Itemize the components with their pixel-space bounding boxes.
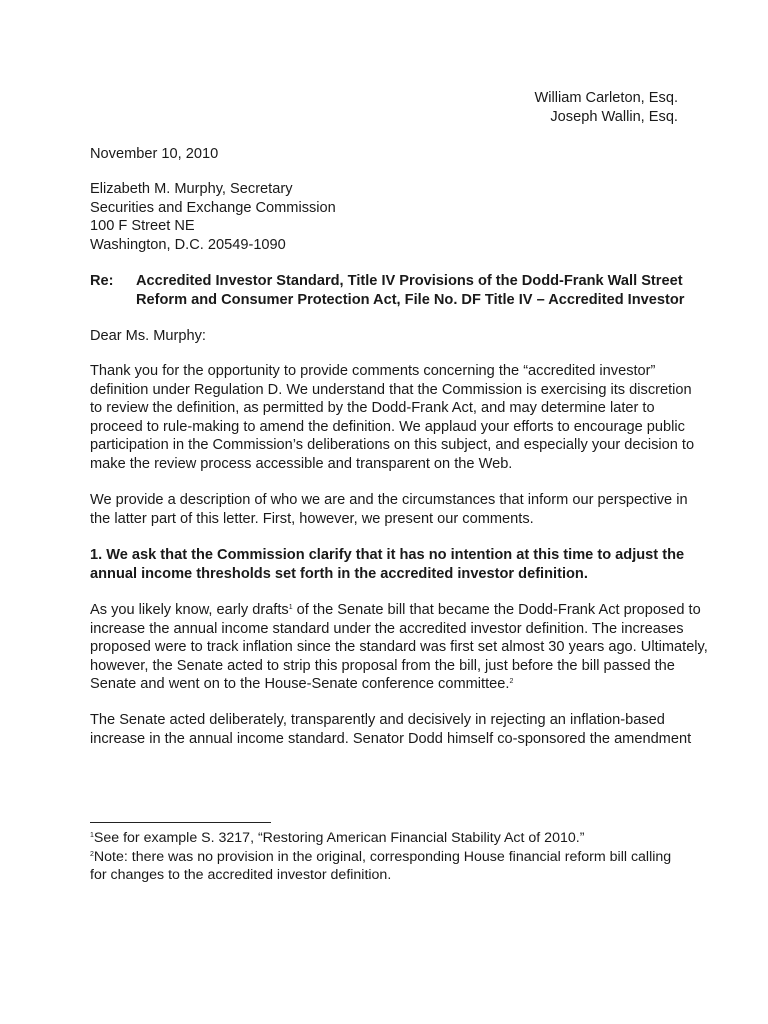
paragraph-line: definition under Regulation D. We understand that the Commission is exercising its discretion <box>90 381 692 398</box>
paragraph-senate-action <box>90 711 691 748</box>
footnote-mark: 2 <box>90 850 94 858</box>
section-heading-1 <box>90 546 684 583</box>
footnote-mark: 1 <box>90 832 94 839</box>
paragraph-intro <box>90 362 694 473</box>
paragraph-line <box>90 675 708 694</box>
subject-label: Re: <box>90 273 114 289</box>
paragraph-line: to review the definition, as permitted by the Dodd-Frank Act, and may determine later to <box>90 400 655 416</box>
recipient-line: Elizabeth M. Murphy, Secretary <box>90 181 293 197</box>
heading-line: annual income thresholds set forth in the accredited investor definition. <box>90 565 588 582</box>
subject-line <box>136 272 684 309</box>
text-span: Senate and went on to the House-Senate conference committee. <box>90 676 510 692</box>
footnote-text: See for example S. 3217, “Restoring American Financial Stability Act of 2010.” <box>93 830 585 846</box>
footnote-ref-1: 1 <box>288 604 293 611</box>
sender-line-2: Joseph Wallin, Esq. <box>550 108 678 125</box>
footnote-2-continued: for changes to the accredited investor definition. <box>90 867 392 883</box>
sender-line-1: William Carleton, Esq. <box>534 90 678 106</box>
paragraph-line <box>90 601 708 620</box>
paragraph-line: the latter part of this letter. First, however, we present our comments. <box>90 510 534 527</box>
recipient-address <box>90 180 336 254</box>
footnote-1 <box>90 829 671 848</box>
paragraph-line: proposed were to track inflation since the standard was first set almost 30 years ago. Ultimately, <box>90 639 708 655</box>
paragraph-line: The Senate acted deliberately, transparently and decisively in rejecting an inflation-based <box>90 712 665 728</box>
paragraph-context <box>90 491 688 528</box>
recipient-line: Securities and Exchange Commission <box>90 199 336 216</box>
letter-date: November 10, 2010 <box>90 146 219 162</box>
recipient-line: Washington, D.C. 20549-1090 <box>90 236 286 253</box>
paragraph-line: increase in the annual income standard. Senator Dodd himself co-sponsored the amendment <box>90 730 692 747</box>
paragraph-senate-drafts <box>90 601 708 694</box>
subject-line-2: Reform and Consumer Protection Act, File No. DF Title IV – Accredited Investor <box>136 291 685 308</box>
footnote-text: Note: there was no provision in the original, corresponding House financial reform bill calling <box>93 848 672 865</box>
paragraph-line: Thank you for the opportunity to provide comments concerning the “accredited investor” <box>90 363 656 379</box>
footnote-divider <box>90 822 271 823</box>
sender-block <box>420 89 678 126</box>
paragraph-line: proceed to rule-making to amend the definition. We applaud your efforts to encourage public <box>90 418 685 435</box>
text-span: of the Senate bill that became the Dodd-Frank Act proposed to <box>292 602 701 618</box>
heading-line: 1. We ask that the Commission clarify that it has no intention at this time to adjust the <box>90 547 685 563</box>
footnote-ref-2: 2 <box>509 678 514 685</box>
footnotes <box>90 829 671 885</box>
paragraph-line: however, the Senate acted to strip this proposal from the bill, just before the bill passed the <box>90 657 675 674</box>
footnote-2 <box>90 848 671 867</box>
text-span: As you likely know, early drafts <box>90 602 289 618</box>
recipient-line: 100 F Street NE <box>90 218 195 234</box>
salutation: Dear Ms. Murphy: <box>90 328 206 344</box>
paragraph-line: make the review process accessible and transparent on the Web. <box>90 455 513 472</box>
paragraph-line: participation in the Commission’s deliberations on this subject, and especially your decision to <box>90 437 695 453</box>
subject-line-1: Accredited Investor Standard, Title IV Provisions of the Dodd-Frank Wall Street <box>136 273 683 289</box>
paragraph-line: We provide a description of who we are and the circumstances that inform our perspective in <box>90 492 688 508</box>
paragraph-line: increase the annual income standard under the accredited investor definition. The increases <box>90 620 684 637</box>
